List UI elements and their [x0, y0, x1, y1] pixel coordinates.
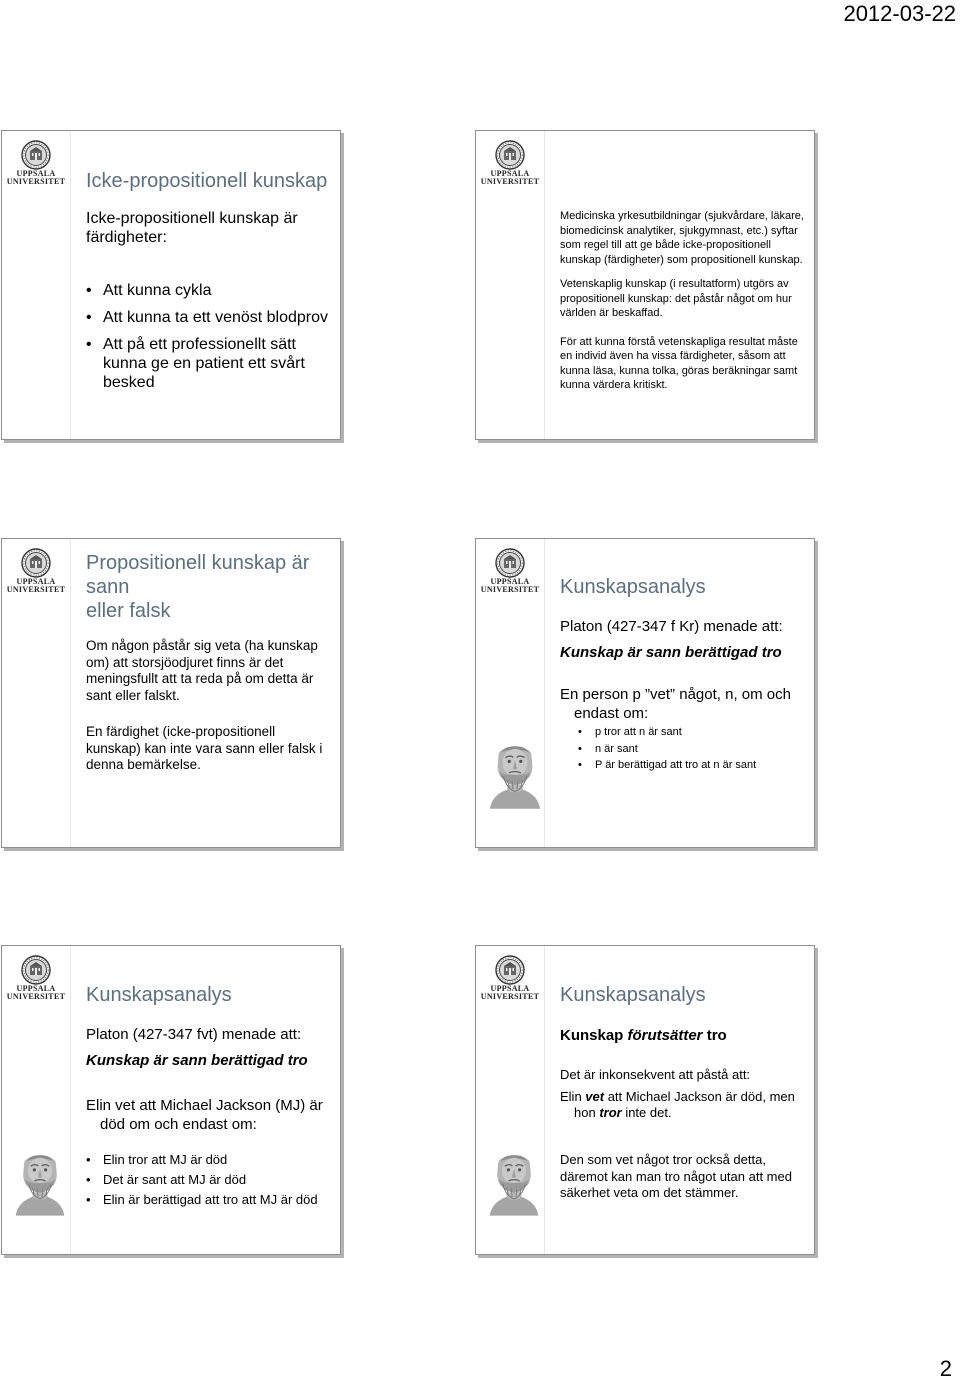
emphasis-segment: förutsätter: [627, 1027, 703, 1044]
uppsala-logo: [479, 548, 541, 598]
logo-text-line1: UPPSALA: [16, 577, 56, 586]
university-seal-icon: [21, 140, 51, 170]
logo-text-line1: UPPSALA: [490, 577, 530, 586]
paragraph: Om någon påstår sig veta (ha kunskap om) att storsjöodjuret finns är det meningsfullt att ta reda på om detta är sant eller falskt.: [86, 638, 318, 703]
slide-4: [475, 538, 815, 848]
emphasis-segment: tror: [599, 1105, 622, 1120]
intro-text: Icke-propositionell kunskap är färdigheter:: [86, 210, 298, 246]
example-line: [560, 1089, 806, 1121]
bullet-list: [86, 1150, 332, 1210]
slide-5: [1, 945, 341, 1255]
slide-sidebar: [476, 131, 545, 439]
bullet-item: • P är berättigad att tro at n är sant: [578, 757, 806, 774]
page-number: 2: [939, 1356, 952, 1381]
slide-1: [1, 130, 341, 440]
university-seal-icon: [21, 548, 51, 578]
text-segment: att Michael Jackson är död, men hon: [574, 1089, 795, 1120]
slide-body: [86, 209, 332, 392]
bullet-item: • Det är sant att MJ är död: [86, 1170, 332, 1190]
paragraph: Den som vet något tror också detta, däremot kan man tro något utan att med säkerhet veta om det stämmer.: [560, 1152, 792, 1200]
university-seal-icon: [21, 955, 51, 985]
bullet-item: • n är sant: [578, 741, 806, 758]
text-segment: Kunskap: [560, 1027, 628, 1044]
uppsala-logo: [479, 140, 541, 190]
slide-body: [560, 1026, 806, 1202]
logo-text-line1: UPPSALA: [490, 984, 530, 993]
slide-body: [86, 638, 332, 774]
uppsala-logo: [5, 955, 67, 1005]
university-seal-icon: [495, 548, 525, 578]
slide-body: [86, 1025, 332, 1210]
logo-text-line2: UNIVERSITET: [480, 177, 540, 186]
condition-intro: Elin vet att Michael Jackson (MJ) är död om och endast om:: [86, 1097, 323, 1133]
condition-intro: En person p ”vet” något, n, om och endast om:: [560, 686, 791, 722]
logo-text-line2: UNIVERSITET: [6, 992, 66, 1001]
knowledge-definition: Kunskap är sann berättigad tro: [86, 1052, 308, 1069]
slide-title: Kunskapsanalys: [86, 984, 232, 1006]
university-seal-icon: [495, 955, 525, 985]
uppsala-logo: [5, 548, 67, 598]
logo-text-line1: UPPSALA: [490, 169, 530, 178]
paragraph: Det är inkonsekvent att påstå att:: [560, 1067, 751, 1082]
logo-text-line2: UNIVERSITET: [6, 585, 66, 594]
logo-text-line1: UPPSALA: [16, 169, 56, 178]
bullet-list: [560, 724, 806, 774]
paragraph: Medicinska yrkesutbildningar (sjukvårdare, läkare, biomedicinsk analytiker, sjukgymnast, etc.) syftar som regel till att ge både icke-propositionell kunskap (färdigheter) som propositionell kunskap.: [560, 210, 804, 266]
paragraph: För att kunna förstå vetenskapliga resultat måste en individ även ha vissa färdigheter, såsom att kunna läsa, kunna tolka, göras beräkningar samt kunna värdera kritiskt.: [560, 335, 798, 391]
paragraph: Vetenskaplig kunskap (i resultatform) utgörs av propositionell kunskap: det påstår något om hur världen är beskaffad.: [560, 278, 792, 319]
slide-title: [86, 551, 334, 623]
logo-text-line2: UNIVERSITET: [480, 992, 540, 1001]
paragraph: En färdighet (icke-propositionell kunskap) kan inte vara sann eller falsk i denna bemärkelse.: [86, 724, 323, 772]
platon-line: Platon (427-347 fvt) menade att:: [86, 1026, 302, 1043]
slide-title: Icke-propositionell kunskap: [86, 170, 328, 192]
uppsala-logo: [5, 140, 67, 190]
slide-title: Kunskapsanalys: [560, 576, 706, 598]
plato-bust-image: [486, 1148, 542, 1216]
slide-sidebar: [2, 539, 71, 847]
bullet-item: • Elin är berättigad att tro att MJ är död: [86, 1190, 332, 1210]
bullet-item: • Att kunna ta ett venöst blodprov: [86, 308, 332, 327]
page-date: 2012-03-22: [843, 1, 956, 26]
slide-title: Kunskapsanalys: [560, 984, 706, 1006]
knowledge-definition: Kunskap är sann berättigad tro: [560, 644, 782, 661]
text-segment: inte det.: [621, 1105, 672, 1120]
logo-text-line2: UNIVERSITET: [480, 585, 540, 594]
plato-bust-image: [486, 739, 544, 809]
slide-body: [560, 617, 806, 774]
university-seal-icon: [495, 140, 525, 170]
bullet-item: • Att kunna cykla: [86, 281, 332, 300]
knowledge-presupposes-line: [560, 1026, 806, 1045]
emphasis-segment: vet: [585, 1089, 605, 1104]
slide-sidebar: [2, 131, 71, 439]
bullet-list: [86, 281, 332, 392]
bullet-item: • Elin tror att MJ är död: [86, 1150, 332, 1170]
slide-title-line: Propositionell kunskap är sann: [86, 552, 310, 598]
bullet-item: • p tror att n är sant: [578, 724, 806, 741]
slide-body: [560, 209, 806, 393]
bullet-item: • Att på ett professionellt sätt kunna ge en patient ett svårt besked: [86, 335, 332, 392]
slide-6: [475, 945, 815, 1255]
plato-bust-image: [12, 1148, 68, 1216]
logo-text-line1: UPPSALA: [16, 984, 56, 993]
text-segment: tro: [702, 1027, 727, 1044]
slide-title-line: eller falsk: [86, 600, 171, 622]
logo-text-line2: UNIVERSITET: [6, 177, 66, 186]
slide-3: [1, 538, 341, 848]
uppsala-logo: [479, 955, 541, 1005]
text-segment: Elin: [560, 1089, 586, 1104]
slide-2: [475, 130, 815, 440]
platon-line: Platon (427-347 f Kr) menade att:: [560, 618, 783, 635]
